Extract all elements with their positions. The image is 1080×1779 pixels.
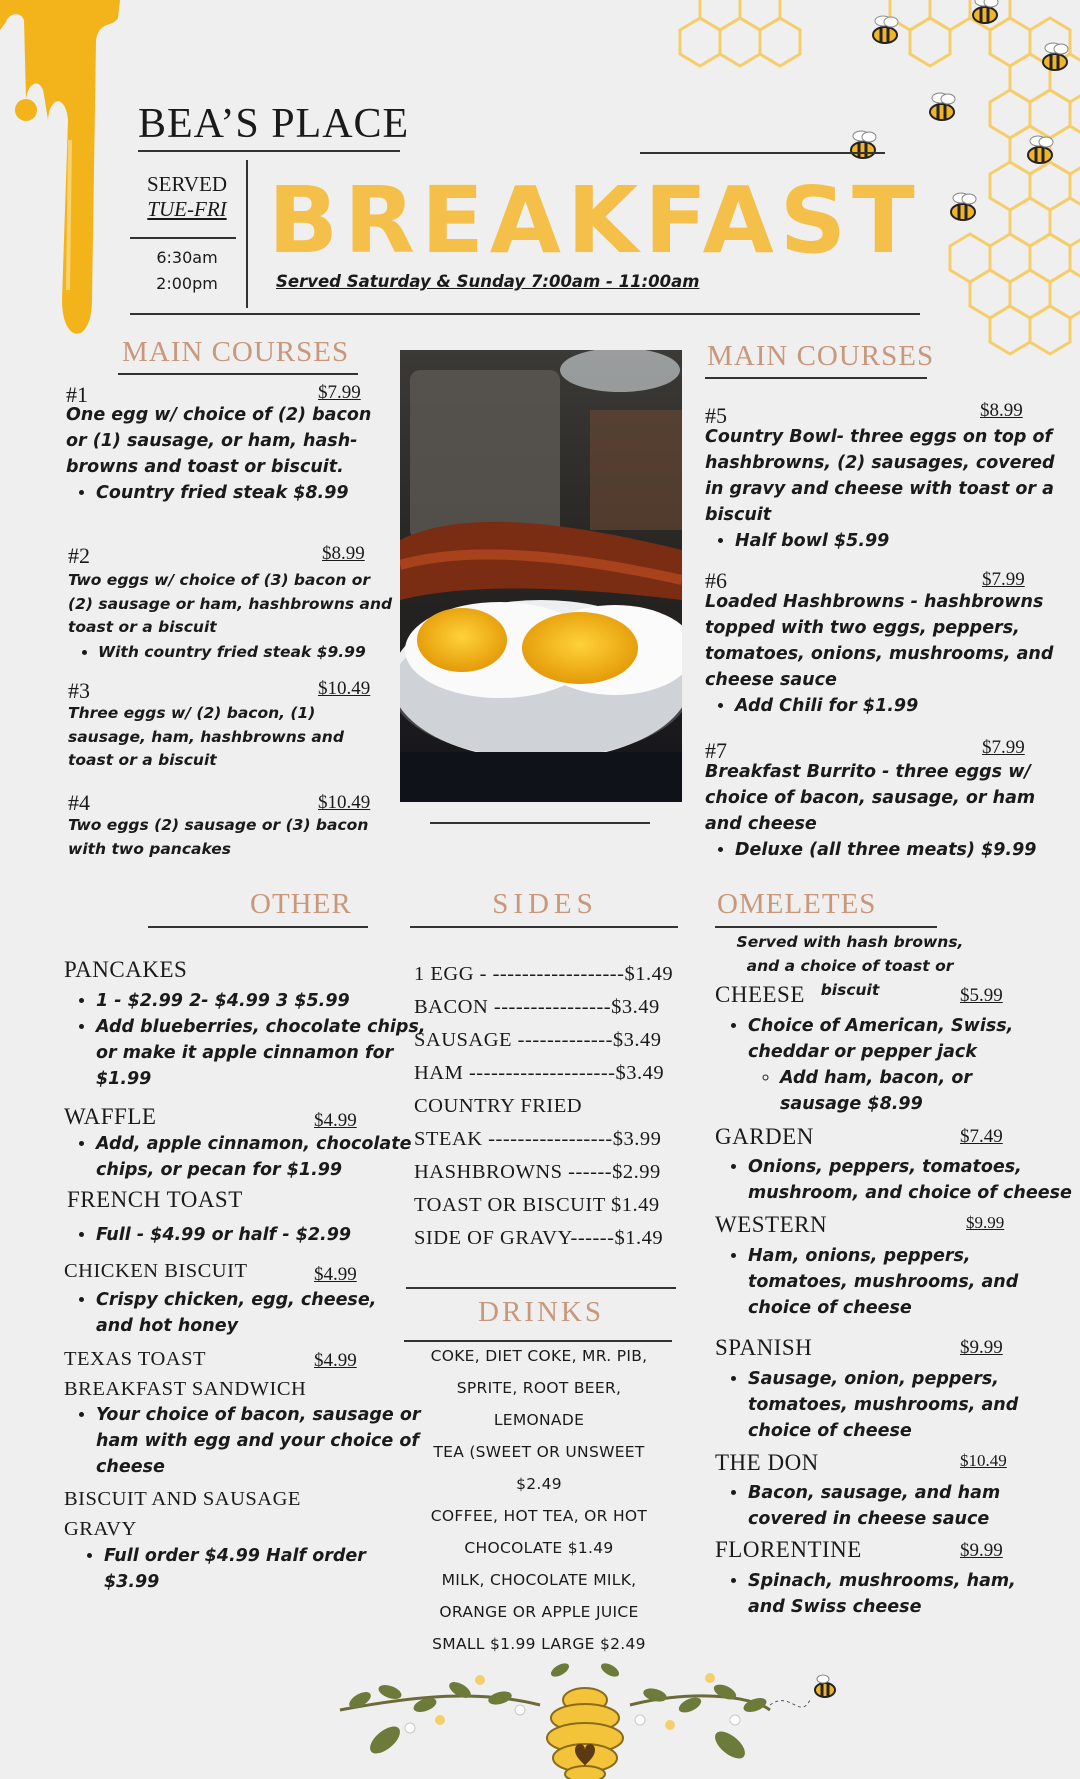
omelete-title: FLORENTINE xyxy=(715,1537,862,1562)
item-description: Breakfast Burrito - three eggs w/ choice of bacon, sausage, or ham and cheese xyxy=(705,762,1036,834)
drinks-list xyxy=(404,1340,674,1660)
omelete-price: $9.99 xyxy=(966,1213,1005,1232)
divider xyxy=(148,926,368,928)
item-addon: • With country fried steak $9.99 xyxy=(98,640,398,664)
item-number: #3 xyxy=(68,678,90,703)
chicken-biscuit-price: $4.99 xyxy=(314,1264,357,1285)
texas-toast-desc: • Your choice of bacon, sausage or ham with egg and your choice of cheese xyxy=(96,1402,426,1480)
french-toast-prices: • Full - $4.99 or half - $2.99 xyxy=(96,1222,436,1248)
side-item: TOAST OR BISCUIT $1.49 xyxy=(414,1194,660,1216)
menu-item-5 xyxy=(705,403,1055,554)
drink-item: COFFEE, HOT TEA, OR HOT xyxy=(430,1507,648,1525)
omelete-title: WESTERN xyxy=(715,1212,828,1237)
chicken-biscuit-desc: • Crispy chicken, egg, cheese, and hot honey xyxy=(96,1287,406,1339)
omelete-desc: • Sausage, onion, peppers, tomatoes, mushrooms, and choice of cheese xyxy=(748,1366,1048,1444)
side-item: HASHBROWNS ------$2.99 xyxy=(414,1161,661,1183)
omelete-price: $9.99 xyxy=(960,1540,1003,1561)
side-item: HAM --------------------$3.49 xyxy=(414,1062,665,1084)
item-number: #4 xyxy=(68,790,90,815)
texas-toast-title: TEXAS TOAST xyxy=(64,1348,206,1370)
sides-list xyxy=(414,958,684,1255)
divider-vertical xyxy=(246,160,248,308)
biscuit-gravy-title: BISCUIT AND SAUSAGE xyxy=(64,1488,301,1510)
texas-toast-price: $4.99 xyxy=(314,1350,357,1371)
waffle-title: WAFFLE xyxy=(64,1104,157,1129)
item-addon: • Country fried steak $8.99 xyxy=(96,480,396,506)
item-addon: • Add Chili for $1.99 xyxy=(735,693,1055,719)
item-price: $10.49 xyxy=(318,792,371,813)
item-description: Two eggs w/ choice of (3) bacon or (2) sausage or ham, hashbrowns and toast or a biscuit xyxy=(68,571,393,636)
other-heading: OTHER xyxy=(250,888,352,920)
drink-item: LEMONADE xyxy=(493,1411,585,1429)
item-price: $8.99 xyxy=(980,400,1023,421)
divider xyxy=(130,237,236,239)
item-addon: • Deluxe (all three meats) $9.99 xyxy=(735,837,1055,863)
omelete-title: CHEESE xyxy=(715,982,805,1007)
side-item: 1 EGG - ------------------$1.49 xyxy=(414,963,674,985)
omelete-desc: • Ham, onions, peppers, tomatoes, mushrooms, and choice of cheese xyxy=(748,1243,1048,1321)
omelete-title: GARDEN xyxy=(715,1124,814,1149)
side-item: STEAK -----------------$3.99 xyxy=(414,1128,662,1150)
omelete-price: $5.99 xyxy=(960,985,1003,1006)
divider xyxy=(705,377,927,379)
main-courses-heading-right: MAIN COURSES xyxy=(707,340,935,372)
omelete-desc: • Bacon, sausage, and ham covered in cheese sauce xyxy=(748,1480,1048,1532)
item-description: Three eggs w/ (2) bacon, (1) sausage, ham, hashbrowns and toast or a biscuit xyxy=(68,704,344,769)
restaurant-name: BEA’S PLACE xyxy=(138,101,410,147)
drink-item: $2.49 xyxy=(516,1475,562,1493)
weekend-hours: Served Saturday & Sunday 7:00am - 11:00am xyxy=(276,272,700,291)
texas-toast-subtitle: BREAKFAST SANDWICH xyxy=(64,1378,307,1400)
drink-item: SPRITE, ROOT BEER, xyxy=(456,1379,622,1397)
bee-icon xyxy=(815,1675,835,1697)
item-description: Loaded Hashbrowns - hashbrowns topped with two eggs, peppers, tomatoes, onions, mushrooms, and cheese sauce xyxy=(705,592,1054,690)
item-number: #2 xyxy=(68,543,90,568)
item-price: $10.49 xyxy=(318,678,371,699)
chicken-biscuit-title: CHICKEN BISCUIT xyxy=(64,1260,248,1282)
omelete-desc: • Onions, peppers, tomatoes, mushroom, and choice of cheese xyxy=(748,1154,1078,1206)
served-label: SERVED xyxy=(147,172,227,196)
divider xyxy=(118,373,358,375)
item-price: $7.99 xyxy=(318,382,361,403)
waffle-price: $4.99 xyxy=(314,1110,357,1131)
item-number: #1 xyxy=(66,382,88,407)
item-price: $7.99 xyxy=(982,569,1025,590)
french-toast-title: FRENCH TOAST xyxy=(67,1187,243,1212)
side-item: COUNTRY FRIED xyxy=(414,1095,583,1117)
honey-drip-decoration xyxy=(0,0,130,360)
item-number: #5 xyxy=(705,403,727,428)
page-title: BREAKFAST xyxy=(268,167,921,274)
divider xyxy=(138,150,400,152)
side-item: SAUSAGE -------------$3.49 xyxy=(414,1029,662,1051)
divider xyxy=(715,926,937,928)
item-price: $7.99 xyxy=(982,737,1025,758)
omeletes-heading: OMELETES xyxy=(717,888,877,920)
omelete-addon: ◦ Add ham, bacon, or sausage $8.99 xyxy=(780,1065,1058,1117)
item-number: #6 xyxy=(705,568,727,593)
omeletes-note: Served with hash browns, and a choice of toast or biscuit xyxy=(736,933,964,999)
drink-item: CHOCOLATE $1.49 xyxy=(464,1539,614,1557)
divider xyxy=(430,822,650,824)
omelete-title: SPANISH xyxy=(715,1335,813,1360)
close-time: 2:00pm xyxy=(156,274,218,293)
pancakes-title: PANCAKES xyxy=(64,957,188,982)
served-days: TUE-FRI xyxy=(147,197,227,221)
omelete-title: THE DON xyxy=(715,1450,819,1475)
biscuit-gravy-subtitle: GRAVY xyxy=(64,1518,137,1540)
waffle-addon: • Add, apple cinnamon, chocolate chips, or pecan for $1.99 xyxy=(96,1131,436,1183)
item-description: One egg w/ choice of (2) bacon or (1) sausage, or ham, hash-browns and toast or biscuit. xyxy=(66,405,372,477)
divider xyxy=(130,313,920,315)
breakfast-photo xyxy=(400,350,682,802)
omelete-price: $7.49 xyxy=(960,1126,1003,1147)
main-courses-heading-left: MAIN COURSES xyxy=(122,336,350,368)
pancakes-prices: • 1 - $2.99 2- $4.99 3 $5.99 xyxy=(96,988,426,1014)
drink-item: COKE, DIET COKE, MR. PIB, xyxy=(430,1347,648,1365)
drink-item: ORANGE OR APPLE JUICE xyxy=(439,1603,639,1621)
drink-item: MILK, CHOCOLATE MILK, xyxy=(441,1571,637,1589)
beehive-floral-decoration xyxy=(330,1650,850,1779)
omelete-desc: • Spinach, mushrooms, ham, and Swiss cheese xyxy=(748,1568,1048,1620)
open-time: 6:30am xyxy=(156,248,218,267)
item-price: $8.99 xyxy=(322,543,365,564)
item-description: Country Bowl- three eggs on top of hashbrowns, (2) sausages, covered in gravy and cheese with toast or a biscuit xyxy=(705,427,1055,525)
beehive-icon xyxy=(547,1688,623,1779)
drink-item: TEA (SWEET OR UNSWEET xyxy=(433,1443,645,1461)
divider xyxy=(640,152,885,154)
biscuit-gravy-desc: • Full order $4.99 Half order $3.99 xyxy=(104,1543,404,1595)
divider xyxy=(406,1287,676,1289)
omelete-price: $9.99 xyxy=(960,1337,1003,1358)
sides-heading: SIDES xyxy=(492,888,598,920)
pancakes-addon: • Add blueberries, chocolate chips, or make it apple cinnamon for $1.99 xyxy=(96,1014,426,1092)
side-item: BACON ----------------$3.49 xyxy=(414,996,660,1018)
side-item: SIDE OF GRAVY------$1.49 xyxy=(414,1227,664,1249)
omelete-desc: • Choice of American, Swiss, cheddar or pepper jack xyxy=(748,1013,1058,1065)
drinks-heading: DRINKS xyxy=(478,1296,604,1328)
divider xyxy=(410,926,678,928)
drink-item: SMALL $1.99 LARGE $2.49 xyxy=(432,1635,646,1653)
item-number: #7 xyxy=(705,738,727,763)
item-addon: • Half bowl $5.99 xyxy=(735,528,1055,554)
item-description: Two eggs (2) sausage or (3) bacon with two pancakes xyxy=(68,816,369,858)
omelete-price: $10.49 xyxy=(960,1451,1007,1470)
